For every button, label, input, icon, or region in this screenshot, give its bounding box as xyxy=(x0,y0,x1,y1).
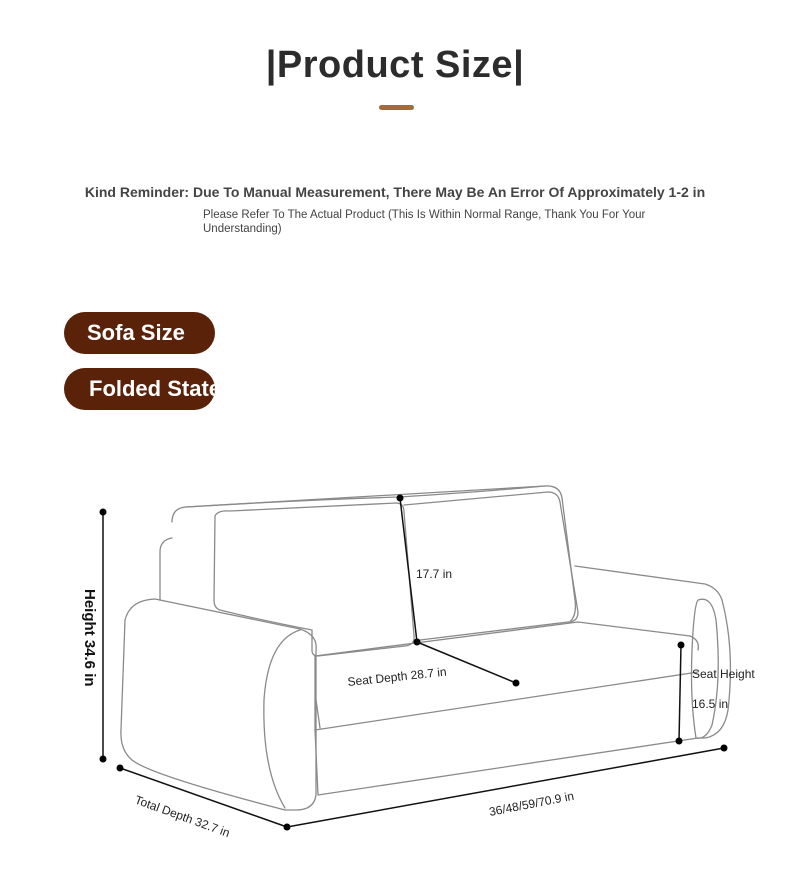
reminder-main-text: Kind Reminder: Due To Manual Measurement, There May Be An Error Of Approximately 1-2 in xyxy=(84,184,706,200)
sofa-back-frame xyxy=(172,486,575,622)
seat-depth-label: Seat Depth 28.7 in xyxy=(346,664,448,689)
sofa-seat-top xyxy=(315,622,698,656)
backrest-label: 17.7 in xyxy=(416,567,453,581)
width-dimension xyxy=(287,745,728,828)
sofa-size-tag: Sofa Size xyxy=(64,312,215,354)
sofa-right-arm xyxy=(575,566,730,738)
seat-height-value: 16.5 in xyxy=(692,697,729,711)
sofa-left-arm-face xyxy=(264,630,300,808)
reminder-sub-text: Please Refer To The Actual Product (This Is Within Normal Range, Thank You For Your Understanding) xyxy=(203,209,646,235)
sofa-seat-front xyxy=(315,656,698,730)
total-depth-label: Total Depth 32.7 in xyxy=(132,792,232,841)
height-dimension xyxy=(81,509,107,763)
sofa-left-back-cushion xyxy=(214,503,414,656)
sofa-left-rear-arm xyxy=(160,538,172,600)
total-depth-dimension xyxy=(117,765,291,841)
height-label: Height 34.6 in xyxy=(81,589,98,687)
seat-height-label: Seat Height xyxy=(692,667,755,681)
page-title: |Product Size| xyxy=(265,44,525,86)
sofa-right-back-cushion xyxy=(404,492,578,640)
seat-height-dimension xyxy=(676,642,756,745)
sofa-illustration xyxy=(121,486,731,810)
folded-state-tag: Folded State xyxy=(64,368,215,410)
width-label: 36/48/59/70.9 in xyxy=(487,788,576,819)
